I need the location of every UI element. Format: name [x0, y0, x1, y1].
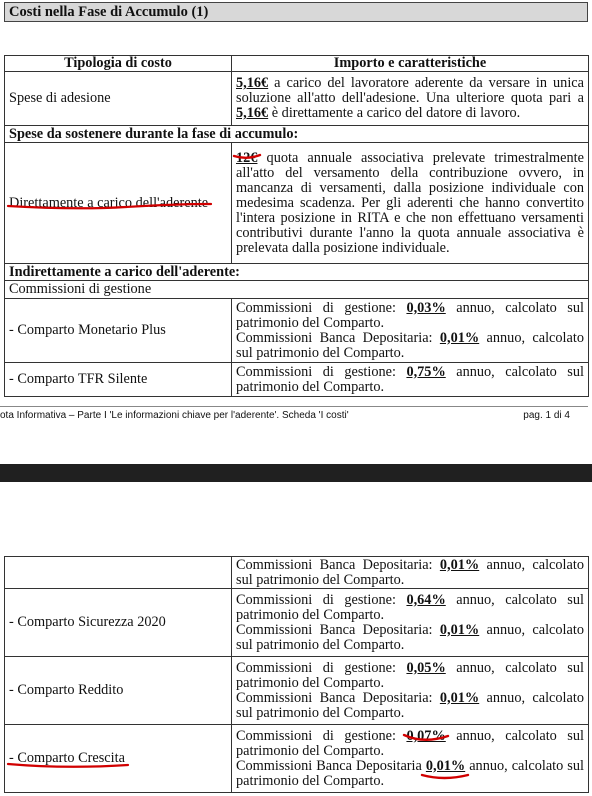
- comparto-label: - Comparto Crescita: [5, 725, 232, 793]
- comparto-desc: Commissioni di gestione: 0,64% annuo, calcolato sul patrimonio del Comparto. Commissioni Banca Depositaria: 0,01% annuo, calcolato sul patrimonio del Comparto.: [232, 589, 589, 657]
- footer-divider: [0, 406, 588, 407]
- table-row: [5, 363, 589, 397]
- fee-value: 0,05%: [406, 659, 446, 676]
- comparto-label: - Comparto Monetario Plus: [5, 299, 232, 363]
- comparto-label: - Comparto Reddito: [5, 657, 232, 725]
- indiretto-heading: Indirettamente a carico dell'aderente:: [5, 264, 589, 281]
- table-row: [5, 143, 589, 264]
- comparto-label: - Comparto Sicurezza 2020: [5, 589, 232, 657]
- table-header-row: [5, 56, 589, 72]
- amount-value: 5,16€: [236, 75, 269, 91]
- table-row: [5, 725, 589, 793]
- table-row: [5, 281, 589, 299]
- cost-table: [4, 55, 589, 397]
- amount-value: 5,16€: [236, 105, 269, 121]
- cost-table-continued: [4, 556, 589, 793]
- header-amount: Importo e caratteristiche: [232, 56, 589, 72]
- comparto-desc: Commissioni di gestione: 0,03% annuo, calcolato sul patrimonio del Comparto. Commissioni Banca Depositaria: 0,01% annuo, calcolato sul patrimonio del Comparto.: [232, 299, 589, 363]
- table-row: [5, 126, 589, 143]
- amount-value: 12€: [236, 149, 258, 166]
- comparto-desc: Commissioni di gestione: 0,05% annuo, calcolato sul patrimonio del Comparto. Commissioni Banca Depositaria: 0,01% annuo, calcolato sul patrimonio del Comparto.: [232, 657, 589, 725]
- footer-document-title: ota Informativa – Parte I 'Le informazioni chiave per l'aderente'. Scheda 'I costi': [0, 410, 349, 421]
- accumulo-heading: Spese da sostenere durante la fase di accumulo:: [5, 126, 589, 143]
- fee-value: 0,01%: [439, 689, 480, 706]
- table-row: [5, 264, 589, 281]
- comparto-label: - Comparto TFR Silente: [5, 363, 232, 397]
- comparto-desc: Commissioni di gestione: 0,07% annuo, calcolato sul patrimonio del Comparto. Commissioni Banca Depositaria 0,01% annuo, calcolato sul patrimonio del Comparto.: [232, 725, 589, 793]
- document-page-2: [0, 482, 592, 796]
- header-cost-type: Tipologia di costo: [5, 56, 232, 72]
- row-label-diretto: Direttamente a carico dell'aderente: [5, 143, 232, 264]
- row-desc-diretto: 12€ quota annuale associativa prelevate trimestralmente all'atto del versamento della contribuzione ovvero, in mancanza di versamenti, dalla posizione individuale con medesima scadenza. Per gli aderenti che hanno convertito l'intera posizione in RITA e che non effettuano versamenti contributivi durante l'anno la quota annuale associativa è prelevata dalla posizione individuale.: [232, 143, 589, 264]
- fee-value: 0,64%: [406, 591, 446, 608]
- fee-value: 0,03%: [406, 299, 446, 316]
- comparto-desc: Commissioni di gestione: 0,75% annuo, calcolato sul patrimonio del Comparto.: [232, 363, 589, 397]
- comparto-label: [5, 557, 232, 589]
- row-desc-adesione: 5,16€ a carico del lavoratore aderente da versare in unica soluzione all'atto dell'adesione. Una ulteriore quota pari a 5,16€ è direttamente a carico del datore di lavoro.: [232, 72, 589, 126]
- table-row: [5, 72, 589, 126]
- table-row: [5, 299, 589, 363]
- footer-page-number: pag. 1 di 4: [523, 410, 570, 421]
- page-separator: [0, 464, 592, 482]
- fee-value: 0,01%: [439, 556, 480, 573]
- fee-value: 0,01%: [439, 329, 480, 346]
- row-label-adesione: Spese di adesione: [5, 72, 232, 126]
- table-row: [5, 657, 589, 725]
- table-row: [5, 589, 589, 657]
- section-title: Costi nella Fase di Accumulo (1): [4, 2, 588, 22]
- table-row: [5, 557, 589, 589]
- comparto-desc: Commissioni Banca Depositaria: 0,01% annuo, calcolato sul patrimonio del Comparto.: [232, 557, 589, 589]
- fee-value: 0,75%: [406, 363, 446, 380]
- fee-value: 0,01%: [439, 621, 480, 638]
- fee-value: 0,07%: [406, 727, 446, 744]
- fee-value: 0,01%: [425, 757, 466, 774]
- commissioni-label: Commissioni di gestione: [5, 281, 589, 299]
